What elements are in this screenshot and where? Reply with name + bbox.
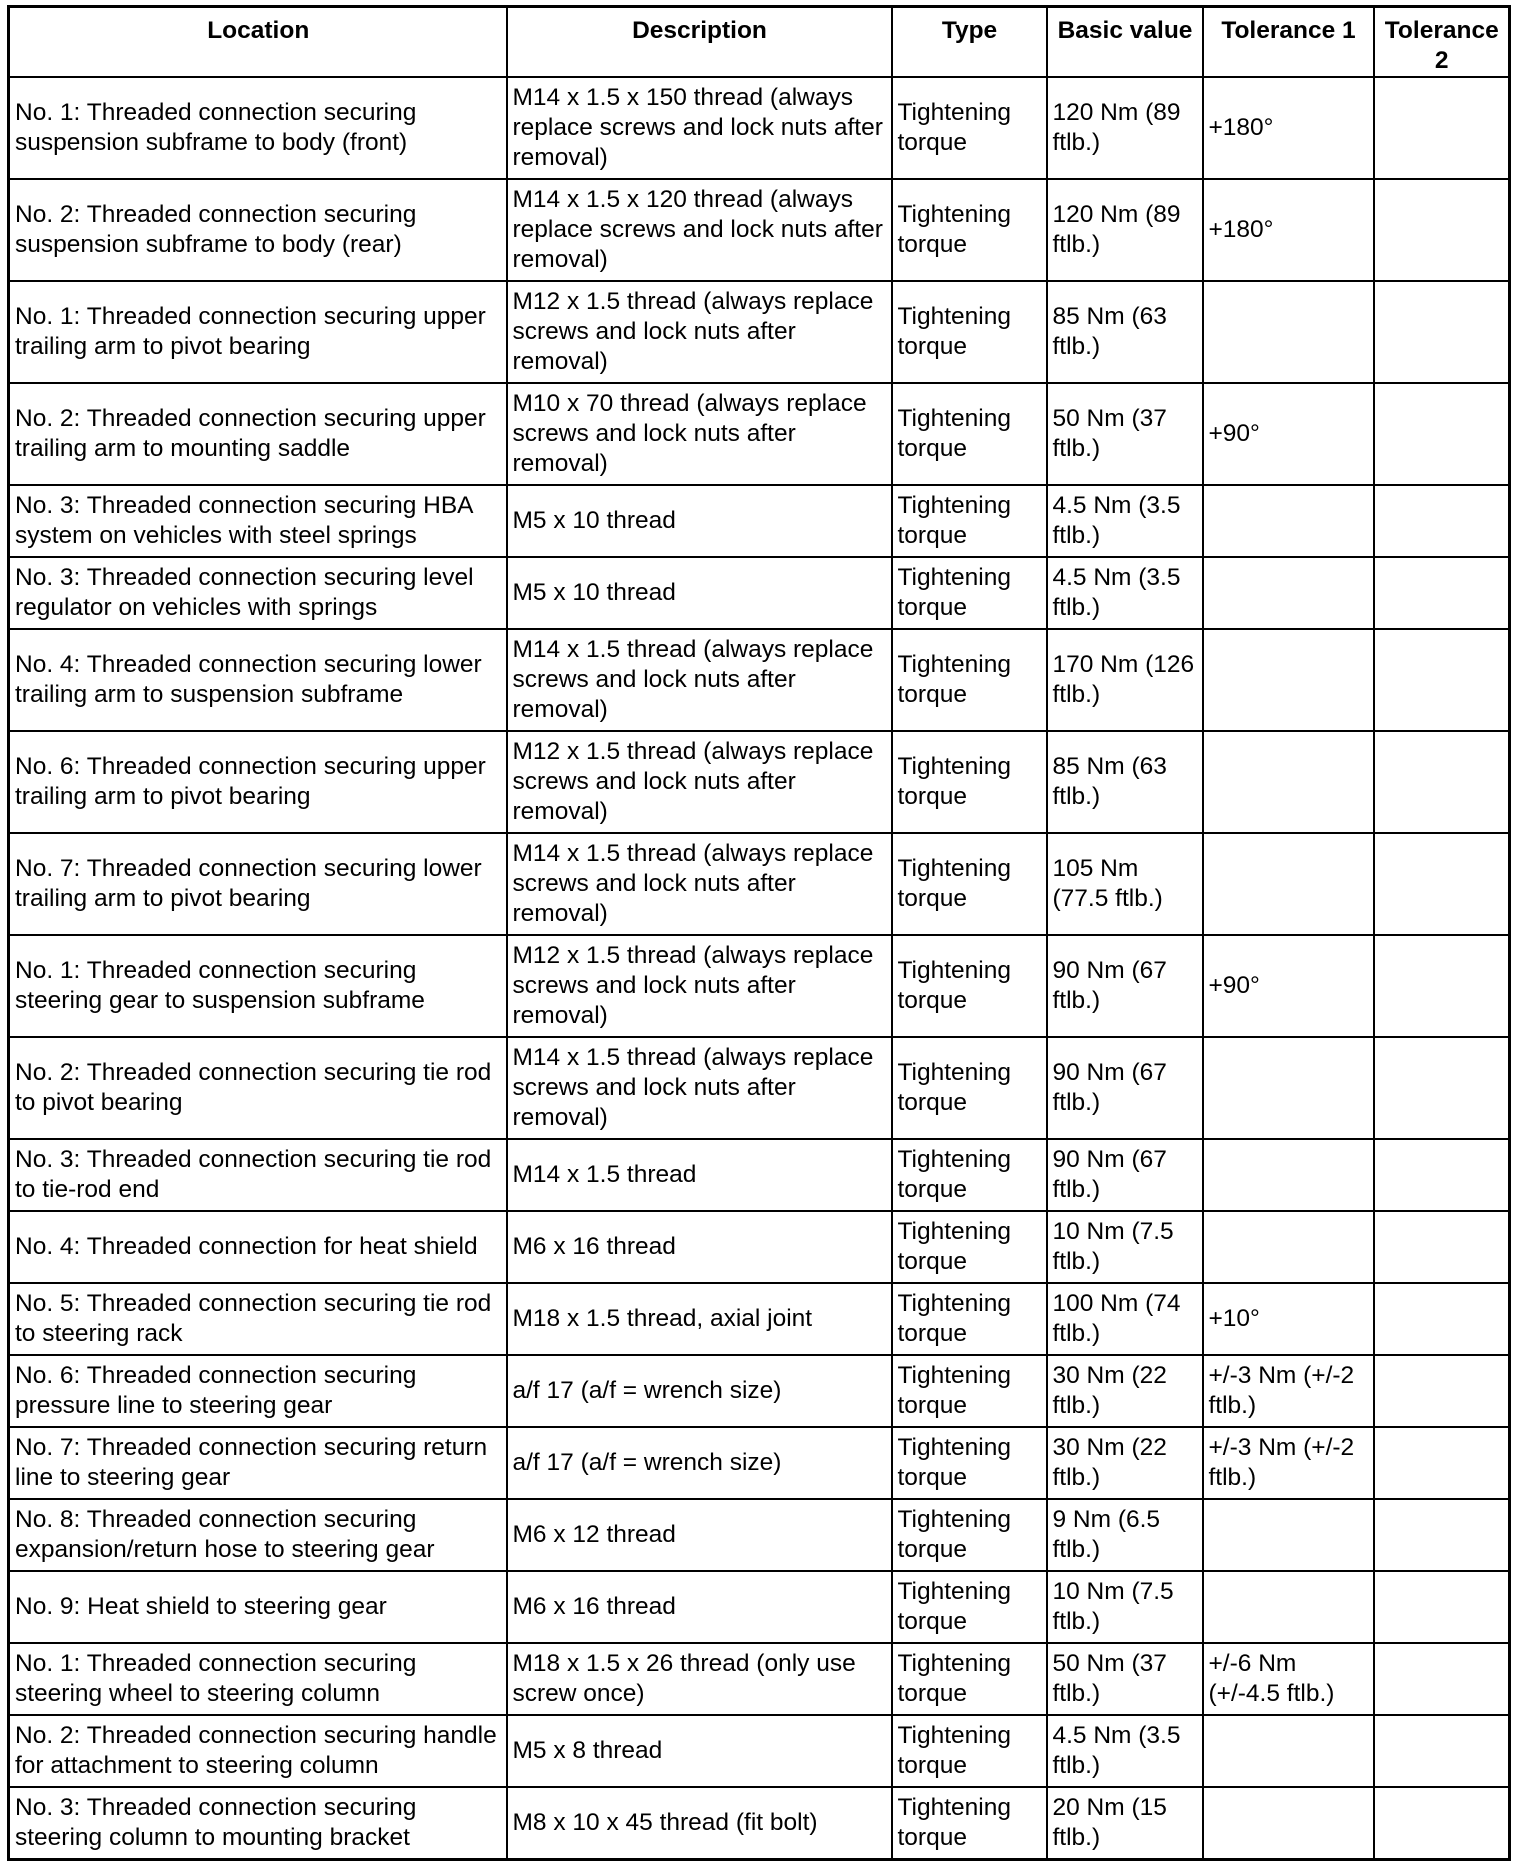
cell-basic-value: 100 Nm (74 ftlb.) [1047,1283,1203,1355]
cell-type: Tightening torque [892,1715,1047,1787]
cell-type: Tightening torque [892,1499,1047,1571]
cell-description: M10 x 70 thread (always replace screws and lock nuts after removal) [507,383,892,485]
table-body [9,77,1510,1859]
table-row [9,281,1510,383]
cell-location: No. 1: Threaded connection securing suspension subframe to body (front) [9,77,507,179]
cell-location: No. 1: Threaded connection securing steering gear to suspension subframe [9,935,507,1037]
cell-location: No. 6: Threaded connection securing pressure line to steering gear [9,1355,507,1427]
cell-description: a/f 17 (a/f = wrench size) [507,1355,892,1427]
column-header-tolerance-2: Tolerance 2 [1374,7,1510,78]
cell-description: M5 x 10 thread [507,485,892,557]
cell-description: M5 x 10 thread [507,557,892,629]
cell-tolerance-2 [1374,1499,1510,1571]
cell-type: Tightening torque [892,1427,1047,1499]
cell-tolerance-1 [1203,1499,1374,1571]
cell-basic-value: 90 Nm (67 ftlb.) [1047,935,1203,1037]
cell-description: a/f 17 (a/f = wrench size) [507,1427,892,1499]
cell-tolerance-2 [1374,281,1510,383]
table-row [9,935,1510,1037]
cell-type: Tightening torque [892,833,1047,935]
torque-specification-table [7,5,1511,1861]
cell-tolerance-2 [1374,833,1510,935]
table-row [9,1355,1510,1427]
cell-basic-value: 9 Nm (6.5 ftlb.) [1047,1499,1203,1571]
cell-tolerance-1 [1203,1037,1374,1139]
cell-type: Tightening torque [892,557,1047,629]
cell-location: No. 8: Threaded connection securing expansion/return hose to steering gear [9,1499,507,1571]
cell-type: Tightening torque [892,77,1047,179]
cell-tolerance-2 [1374,485,1510,557]
cell-type: Tightening torque [892,485,1047,557]
cell-type: Tightening torque [892,1355,1047,1427]
cell-tolerance-2 [1374,1139,1510,1211]
table-row [9,629,1510,731]
table-row [9,1643,1510,1715]
cell-basic-value: 85 Nm (63 ftlb.) [1047,281,1203,383]
cell-basic-value: 10 Nm (7.5 ftlb.) [1047,1571,1203,1643]
table-row [9,179,1510,281]
cell-description: M5 x 8 thread [507,1715,892,1787]
column-header-tolerance-1: Tolerance 1 [1203,7,1374,78]
cell-description: M12 x 1.5 thread (always replace screws and lock nuts after removal) [507,281,892,383]
cell-location: No. 1: Threaded connection securing upper trailing arm to pivot bearing [9,281,507,383]
table-row [9,383,1510,485]
table-row [9,1787,1510,1859]
column-header-location: Location [9,7,507,78]
cell-location: No. 4: Threaded connection for heat shield [9,1211,507,1283]
cell-basic-value: 50 Nm (37 ftlb.) [1047,1643,1203,1715]
cell-location: No. 3: Threaded connection securing level regulator on vehicles with springs [9,557,507,629]
cell-location: No. 1: Threaded connection securing steering wheel to steering column [9,1643,507,1715]
cell-type: Tightening torque [892,1283,1047,1355]
cell-tolerance-1: +/-3 Nm (+/-2 ftlb.) [1203,1427,1374,1499]
cell-tolerance-1: +90° [1203,383,1374,485]
cell-type: Tightening torque [892,179,1047,281]
cell-description: M14 x 1.5 thread (always replace screws and lock nuts after removal) [507,833,892,935]
cell-type: Tightening torque [892,935,1047,1037]
cell-type: Tightening torque [892,629,1047,731]
cell-location: No. 4: Threaded connection securing lower trailing arm to suspension subframe [9,629,507,731]
cell-description: M12 x 1.5 thread (always replace screws and lock nuts after removal) [507,935,892,1037]
cell-tolerance-1: +/-6 Nm (+/-4.5 ftlb.) [1203,1643,1374,1715]
table-row [9,1715,1510,1787]
cell-tolerance-1: +180° [1203,77,1374,179]
cell-description: M6 x 12 thread [507,1499,892,1571]
cell-tolerance-2 [1374,557,1510,629]
cell-basic-value: 20 Nm (15 ftlb.) [1047,1787,1203,1859]
cell-tolerance-1 [1203,1139,1374,1211]
cell-basic-value: 85 Nm (63 ftlb.) [1047,731,1203,833]
table-row [9,485,1510,557]
cell-description: M6 x 16 thread [507,1571,892,1643]
column-header-description: Description [507,7,892,78]
cell-description: M18 x 1.5 x 26 thread (only use screw once) [507,1643,892,1715]
cell-tolerance-1 [1203,1787,1374,1859]
cell-description: M14 x 1.5 x 150 thread (always replace screws and lock nuts after removal) [507,77,892,179]
cell-type: Tightening torque [892,1787,1047,1859]
cell-description: M14 x 1.5 thread [507,1139,892,1211]
cell-tolerance-1 [1203,485,1374,557]
cell-tolerance-1 [1203,833,1374,935]
cell-type: Tightening torque [892,1571,1047,1643]
cell-description: M14 x 1.5 thread (always replace screws and lock nuts after removal) [507,629,892,731]
cell-location: No. 2: Threaded connection securing suspension subframe to body (rear) [9,179,507,281]
table-row [9,833,1510,935]
cell-tolerance-2 [1374,1427,1510,1499]
cell-tolerance-2 [1374,1283,1510,1355]
cell-tolerance-1 [1203,629,1374,731]
cell-type: Tightening torque [892,731,1047,833]
cell-description: M14 x 1.5 x 120 thread (always replace screws and lock nuts after removal) [507,179,892,281]
table-row [9,1283,1510,1355]
table-row [9,1427,1510,1499]
table-row [9,731,1510,833]
cell-location: No. 7: Threaded connection securing return line to steering gear [9,1427,507,1499]
cell-basic-value: 4.5 Nm (3.5 ftlb.) [1047,1715,1203,1787]
cell-location: No. 2: Threaded connection securing upper trailing arm to mounting saddle [9,383,507,485]
cell-basic-value: 90 Nm (67 ftlb.) [1047,1139,1203,1211]
cell-description: M18 x 1.5 thread, axial joint [507,1283,892,1355]
cell-tolerance-1 [1203,731,1374,833]
cell-location: No. 7: Threaded connection securing lower trailing arm to pivot bearing [9,833,507,935]
cell-tolerance-2 [1374,1571,1510,1643]
cell-basic-value: 50 Nm (37 ftlb.) [1047,383,1203,485]
table-row [9,1571,1510,1643]
cell-type: Tightening torque [892,1037,1047,1139]
cell-tolerance-2 [1374,935,1510,1037]
cell-type: Tightening torque [892,1643,1047,1715]
cell-description: M12 x 1.5 thread (always replace screws and lock nuts after removal) [507,731,892,833]
cell-location: No. 3: Threaded connection securing tie rod to tie-rod end [9,1139,507,1211]
cell-basic-value: 90 Nm (67 ftlb.) [1047,1037,1203,1139]
cell-tolerance-2 [1374,731,1510,833]
cell-tolerance-1: +90° [1203,935,1374,1037]
table-row [9,77,1510,179]
cell-location: No. 3: Threaded connection securing HBA system on vehicles with steel springs [9,485,507,557]
table-row [9,1499,1510,1571]
cell-basic-value: 4.5 Nm (3.5 ftlb.) [1047,485,1203,557]
cell-location: No. 2: Threaded connection securing tie rod to pivot bearing [9,1037,507,1139]
cell-description: M14 x 1.5 thread (always replace screws and lock nuts after removal) [507,1037,892,1139]
cell-tolerance-1 [1203,557,1374,629]
table-row [9,1037,1510,1139]
cell-tolerance-1 [1203,1571,1374,1643]
cell-tolerance-2 [1374,1211,1510,1283]
cell-tolerance-1: +10° [1203,1283,1374,1355]
cell-basic-value: 30 Nm (22 ftlb.) [1047,1427,1203,1499]
cell-tolerance-2 [1374,1355,1510,1427]
cell-location: No. 2: Threaded connection securing handle for attachment to steering column [9,1715,507,1787]
cell-tolerance-2 [1374,179,1510,281]
cell-tolerance-1 [1203,1715,1374,1787]
table-row [9,1139,1510,1211]
cell-basic-value: 10 Nm (7.5 ftlb.) [1047,1211,1203,1283]
table-row [9,557,1510,629]
cell-location: No. 3: Threaded connection securing steering column to mounting bracket [9,1787,507,1859]
cell-type: Tightening torque [892,281,1047,383]
cell-type: Tightening torque [892,383,1047,485]
cell-location: No. 5: Threaded connection securing tie rod to steering rack [9,1283,507,1355]
cell-tolerance-2 [1374,77,1510,179]
cell-type: Tightening torque [892,1211,1047,1283]
cell-tolerance-1 [1203,1211,1374,1283]
cell-basic-value: 120 Nm (89 ftlb.) [1047,179,1203,281]
cell-location: No. 6: Threaded connection securing upper trailing arm to pivot bearing [9,731,507,833]
cell-tolerance-2 [1374,1715,1510,1787]
cell-location: No. 9: Heat shield to steering gear [9,1571,507,1643]
cell-description: M8 x 10 x 45 thread (fit bolt) [507,1787,892,1859]
cell-tolerance-1: +/-3 Nm (+/-2 ftlb.) [1203,1355,1374,1427]
cell-basic-value: 30 Nm (22 ftlb.) [1047,1355,1203,1427]
column-header-basic-value: Basic value [1047,7,1203,78]
column-header-type: Type [892,7,1047,78]
cell-type: Tightening torque [892,1139,1047,1211]
cell-basic-value: 170 Nm (126 ftlb.) [1047,629,1203,731]
cell-basic-value: 4.5 Nm (3.5 ftlb.) [1047,557,1203,629]
cell-description: M6 x 16 thread [507,1211,892,1283]
cell-basic-value: 120 Nm (89 ftlb.) [1047,77,1203,179]
cell-basic-value: 105 Nm (77.5 ftlb.) [1047,833,1203,935]
cell-tolerance-2 [1374,383,1510,485]
header-row [9,7,1510,78]
cell-tolerance-2 [1374,1787,1510,1859]
cell-tolerance-2 [1374,1037,1510,1139]
table-row [9,1211,1510,1283]
cell-tolerance-2 [1374,629,1510,731]
cell-tolerance-2 [1374,1643,1510,1715]
cell-tolerance-1 [1203,281,1374,383]
cell-tolerance-1: +180° [1203,179,1374,281]
